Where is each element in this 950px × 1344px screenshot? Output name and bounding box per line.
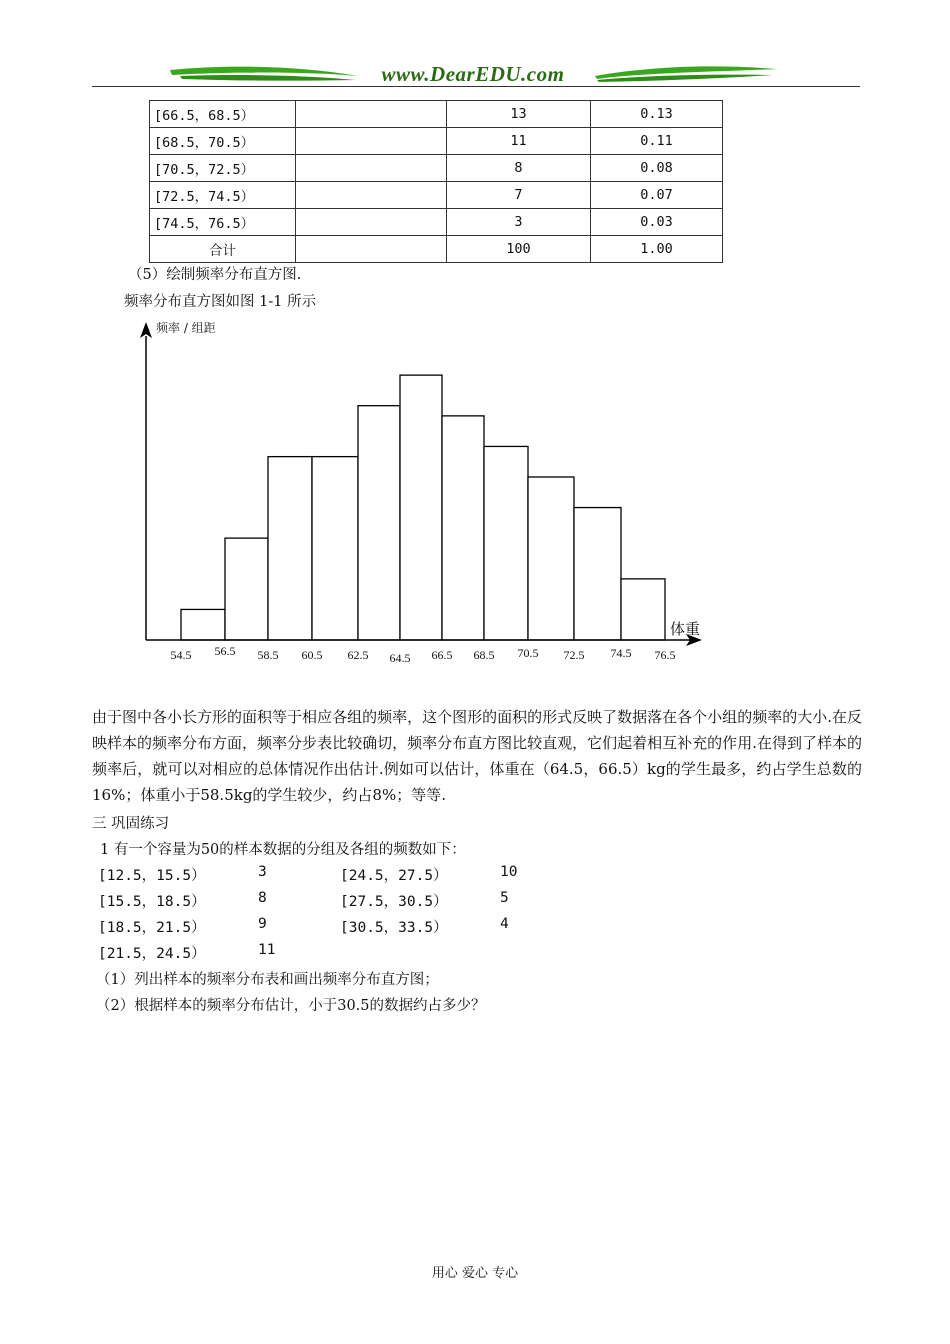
rate-cell: 0.07 [591, 182, 723, 209]
histogram-bar [528, 477, 574, 640]
logo-left-swoosh-icon [170, 62, 360, 84]
page-header [0, 0, 950, 100]
figure-caption: 频率分布直方图如图 1-1 所示 [124, 294, 317, 310]
step5-text: （5）绘制频率分布直方图. [128, 267, 302, 283]
x-tick-label: 68.5 [473, 648, 495, 662]
tally-cell [296, 182, 447, 209]
exercise-group-range: [24.5，27.5） [340, 868, 448, 884]
x-tick-label: 60.5 [301, 648, 323, 662]
exercise-group-range: [21.5，24.5） [98, 946, 206, 962]
histogram-bar [574, 508, 621, 640]
x-tick-label: 72.5 [563, 648, 585, 662]
tally-cell [296, 101, 447, 128]
frequency-cell: 7 [447, 182, 591, 209]
frequency-table [149, 100, 723, 263]
x-tick-label: 58.5 [257, 648, 279, 662]
table-row [150, 101, 723, 128]
x-tick-label: 56.5 [214, 644, 236, 658]
exercise-group-count: 10 [500, 864, 518, 880]
x-tick-label: 70.5 [517, 646, 539, 660]
total-label-cell: 合计 [150, 236, 296, 263]
y-axis-label: 频率 / 组距 [156, 321, 216, 335]
x-tick-label: 64.5 [389, 651, 411, 665]
rate-cell: 0.08 [591, 155, 723, 182]
exercise-group-count: 3 [258, 864, 267, 880]
histogram-bar [400, 375, 442, 640]
x-tick-labels [171, 644, 676, 665]
frequency-cell: 3 [447, 209, 591, 236]
group-cell: [74.5，76.5） [150, 209, 296, 236]
exercise-group-range: [27.5，30.5） [340, 894, 448, 910]
exercise-group-range: [30.5，33.5） [340, 920, 448, 936]
table-row [150, 209, 723, 236]
histogram-bar [312, 457, 358, 640]
x-tick-label: 54.5 [170, 648, 192, 662]
header-rule [92, 86, 860, 87]
section-heading: 三 巩固练习 [92, 816, 170, 832]
exercise-group-count: 5 [500, 890, 509, 906]
histogram-bar [225, 538, 268, 640]
histogram-bar [442, 416, 484, 640]
histogram-bar [268, 457, 312, 640]
exercise-group-range: [15.5，18.5） [98, 894, 206, 910]
rate-cell: 0.11 [591, 128, 723, 155]
y-axis-arrow-icon [140, 322, 152, 338]
table-row [150, 155, 723, 182]
frequency-cell: 11 [447, 128, 591, 155]
tally-cell [296, 236, 447, 263]
frequency-cell: 13 [447, 101, 591, 128]
histogram-bar [621, 579, 665, 640]
exercise-group-count: 11 [258, 942, 276, 958]
group-cell: [66.5，68.5） [150, 101, 296, 128]
exercise-group-range: [18.5，21.5） [98, 920, 206, 936]
histogram-bar [181, 609, 225, 640]
exercise-group-count: 8 [258, 890, 267, 906]
exercise-group-range: [12.5，15.5） [98, 868, 206, 884]
total-rate-cell: 1.00 [591, 236, 723, 263]
group-cell: [70.5，72.5） [150, 155, 296, 182]
tally-cell [296, 128, 447, 155]
exercise-intro: 1 有一个容量为50的样本数据的分组及各组的频数如下： [100, 842, 466, 858]
frequency-histogram [0, 300, 950, 670]
explanation-paragraph: 由于图中各小长方形的面积等于相应各组的频率，这个图形的面积的形式反映了数据落在各个小组的频率的大小.在反映样本的频率分布方面，频率分步表比较确切，频率分布直方图比较直观，它们起着相互补充的作用.在得到了样本的频率后，就可以对相应的总体情况作出估计.例如可以估计，体重在（64.5，66.5）kg的学生最多，约占学生总数的16%；体重小于58.5kg的学生较少，约占8%；等等. [92, 708, 862, 804]
x-tick-label: 66.5 [431, 648, 453, 662]
exercise-question-1: （1）列出样本的频率分布表和画出频率分布直方图； [96, 972, 439, 988]
histogram-bar [358, 406, 400, 640]
tally-cell [296, 209, 447, 236]
logo-text[interactable]: www.DearEDU.com [381, 62, 565, 86]
rate-cell: 0.03 [591, 209, 723, 236]
x-tick-label: 76.5 [654, 648, 676, 662]
exercise-group-count: 9 [258, 916, 267, 932]
exercise-question-2: （2）根据样本的频率分布估计，小于30.5的数据约占多少？ [96, 998, 486, 1014]
rate-cell: 0.13 [591, 101, 723, 128]
total-frequency-cell: 100 [447, 236, 591, 263]
logo-right-swoosh-icon [593, 62, 778, 84]
x-tick-label: 62.5 [347, 648, 369, 662]
group-cell: [72.5，74.5） [150, 182, 296, 209]
table-row [150, 182, 723, 209]
exercise-group-count: 4 [500, 916, 509, 932]
table-row [150, 128, 723, 155]
histogram-bar [484, 446, 528, 640]
table-total-row [150, 236, 723, 263]
frequency-cell: 8 [447, 155, 591, 182]
x-axis-label: 体重 [670, 620, 701, 638]
histogram-bars [181, 375, 665, 640]
x-tick-label: 74.5 [610, 646, 632, 660]
group-cell: [68.5，70.5） [150, 128, 296, 155]
page-footer: 用心 爱心 专心 [431, 1266, 519, 1281]
tally-cell [296, 155, 447, 182]
